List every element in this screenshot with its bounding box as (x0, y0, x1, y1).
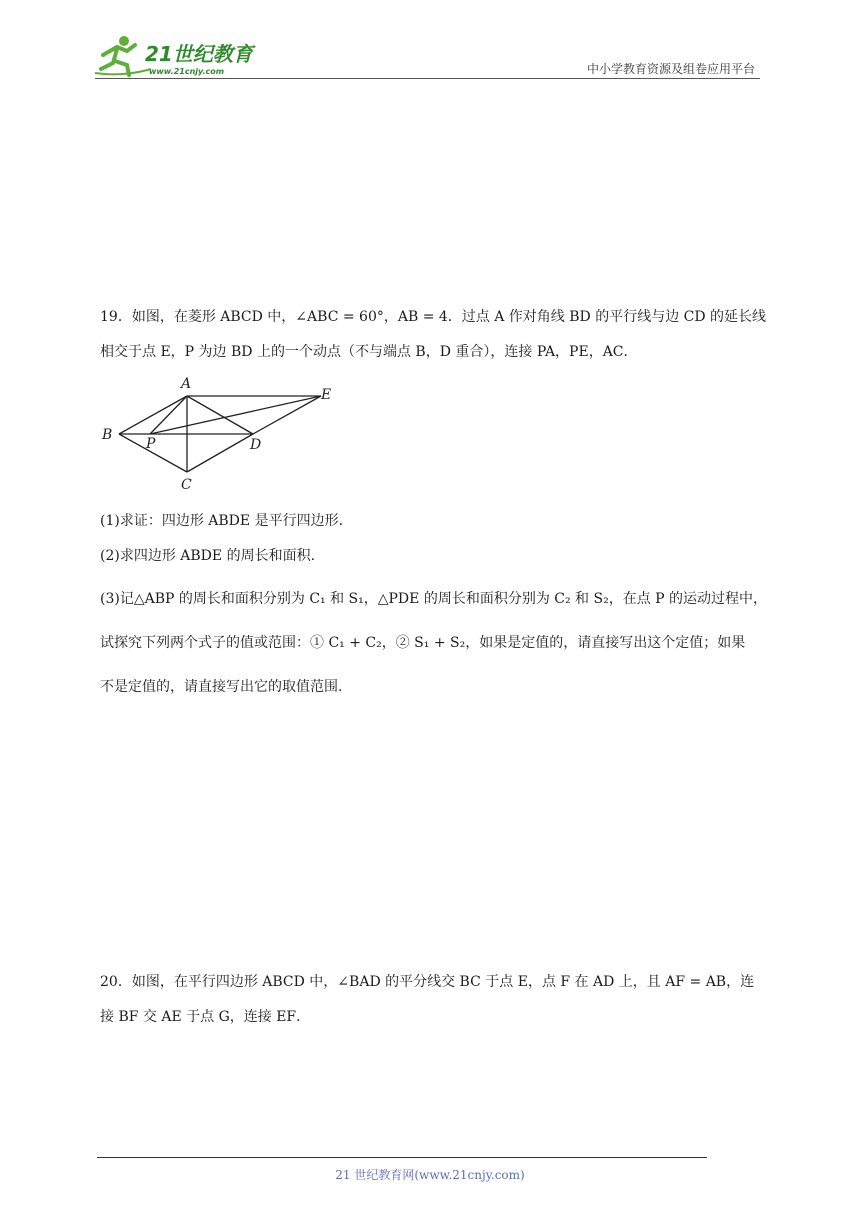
question-20 (100, 965, 762, 1035)
q19-part3 (100, 577, 768, 709)
segment-AD (187, 396, 253, 434)
footer-divider (97, 1157, 707, 1158)
logo-text: 21世纪教育 (145, 42, 253, 66)
segment-DC (187, 434, 253, 472)
q20-line2: 接 BF 交 AE 于点 G，连接 EF． (100, 1009, 311, 1025)
segment-PA (150, 396, 187, 434)
q19-part3-line1: (3)记△ABP 的周长和面积分别为 C₁ 和 S₁，△PDE 的周长和面积分别为 C₂ 和 S₂，在点 P 的运动过程中， (100, 591, 768, 607)
rhombus-figure (100, 372, 340, 492)
label-P: P (146, 436, 156, 452)
q19-part1: (1)求证：四边形 ABDE 是平行四边形. (100, 513, 344, 529)
q19-part2: (2)求四边形 ABDE 的周长和面积. (100, 548, 316, 564)
q19-part3-line3: 不是定值的，请直接写出它的取值范围. (100, 679, 343, 695)
label-A: A (181, 376, 192, 392)
runner-icon (95, 36, 151, 75)
footer-link[interactable]: 21 世纪教育网(www.21cnjy.com) (335, 1168, 525, 1182)
q19-line2: 相交于点 E，P 为边 BD 上的一个动点（不与端点 B，D 重合），连接 PA，PE，AC． (100, 344, 638, 360)
question-19 (100, 300, 767, 370)
q19-part3-line2: 试探究下列两个式子的值或范围：① C₁ + C₂，② S₁ + S₂，如果是定值的，请直接写出这个定值；如果 (100, 635, 746, 651)
segment-DE (253, 396, 321, 434)
site-logo (93, 33, 263, 78)
label-D: D (250, 437, 262, 453)
label-B: B (102, 427, 113, 443)
label-C: C (181, 477, 192, 492)
label-E: E (321, 387, 332, 403)
q20-line1: 20．如图，在平行四边形 ABCD 中，∠BAD 的平分线交 BC 于点 E，点 F 在 AD 上，且 AF = AB，连 (100, 974, 755, 990)
logo-url: www.21cnjy.com (149, 67, 225, 76)
site-label: 中小学教育资源及组卷应用平台 (586, 62, 755, 76)
header-divider (95, 78, 760, 79)
q19-line1: 19．如图，在菱形 ABCD 中，∠ABC = 60°，AB = 4．过点 A 作对角线 BD 的平行线与边 CD 的延长线 (100, 309, 767, 325)
